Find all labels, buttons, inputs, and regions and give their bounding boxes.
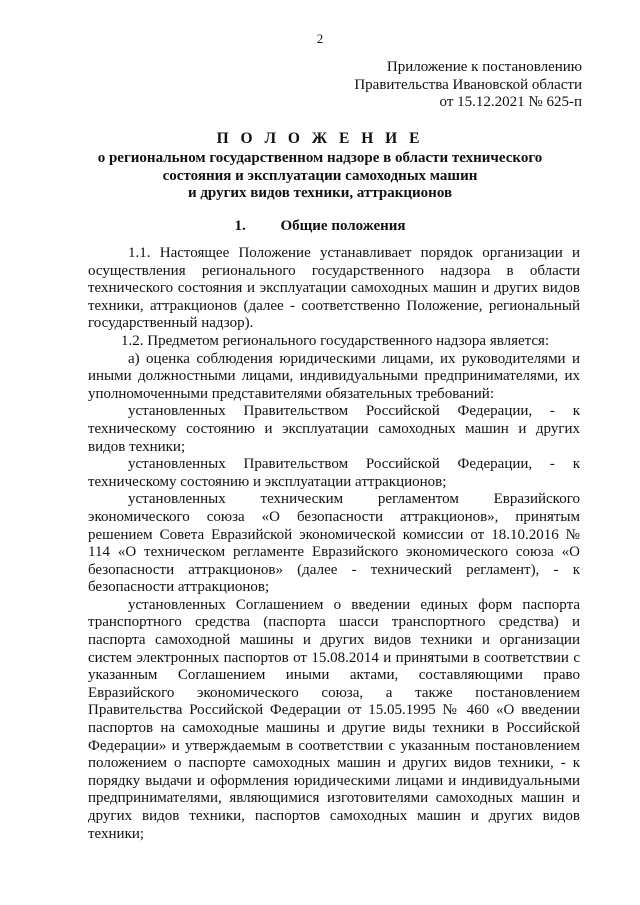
paragraph-text: а) оценка соблюдения юридическими лицами, их руководителями и иными должностными лицами, индивидуальными предпринимателями, их уполномоченными представителями обязательных требований: [88,350,580,402]
paragraph-requirement-2 [88,456,580,491]
section-number: 1. [234,218,246,234]
page-number: 2 [316,31,324,46]
paragraph-requirement-1 [88,403,580,456]
paragraph-requirement-3 [88,491,580,597]
paragraph-text: 1.2. Предметом регионального государственного надзора является: [121,332,550,349]
paragraph-1-1 [88,245,580,333]
subtitle-line-2: состояния и эксплуатации самоходных машин [162,167,478,184]
appendix-line-1: Приложение к постановлению [386,59,582,75]
paragraph-1-2 [88,333,580,351]
paragraph-text: установленных Правительством Российской Федерации, - к техническому состоянию и эксплуатации аттракционов; [88,456,580,490]
subtitle-line-1: о региональном государственном надзоре в области технического [97,150,543,166]
paragraph-text: 1.1. Настоящее Положение устанавливает порядок организации и осуществления регионального государственного надзора в области технического состояния и эксплуатации самоходных машин и других видов техники, аттракционов (далее - соответственно Положение, региональный государственный надзор). [88,245,580,332]
document-subtitle [60,150,580,203]
appendix-line-2: Правительства Ивановской области [354,76,582,93]
section-title: Общие положения [280,218,406,234]
document-title: П О Л О Ж Е Н И Е [216,130,424,147]
subtitle-line-3: и других видов техники, аттракционов [187,185,453,201]
paragraph-requirement-4 [88,597,580,843]
appendix-line-3: от 15.12.2021 № 625-п [439,94,582,110]
appendix-header [354,59,582,112]
paragraph-a [88,351,580,404]
document-body [88,245,580,843]
paragraph-text: установленных Соглашением о введении единых форм паспорта транспортного средства (паспорта шасси транспортного средства) и паспорта самоходной машины и других видов техники и организации систем электронных паспортов от 15.08.2014 и принятыми в соответствии с указанным Соглашением иными актами, составляющими право Евразийского экономического союза, а также постановлением Правительства Российской Федерации от 15.05.1995 № 460 «О введении паспортов на самоходные машины и другие виды техники в Российской Федерации» и утверждаемым в соответствии с указанным постановлением положением о паспорте самоходных машин и других видов техники, - к порядку выдачи и оформления юридическими лицами и индивидуальными предпринимателями, являющимися изготовителями самоходных машин и других видов техники, паспортов самоходных машин и других видов техники; [88,596,580,842]
paragraph-text: установленных техническим регламентом Евразийского экономического союза «О безопасности аттракционов», принятым решением Совета Евразийской экономической комиссии от 18.10.2016 № 114 «О техническом регламенте Евразийского экономического союза «О безопасности аттракционов» (далее - технический регламент), - к безопасности аттракционов; [88,491,580,596]
paragraph-text: установленных Правительством Российской Федерации, - к техническому состоянию и эксплуатации самоходных машин и других видов техники; [88,403,580,455]
section-heading [0,218,640,235]
